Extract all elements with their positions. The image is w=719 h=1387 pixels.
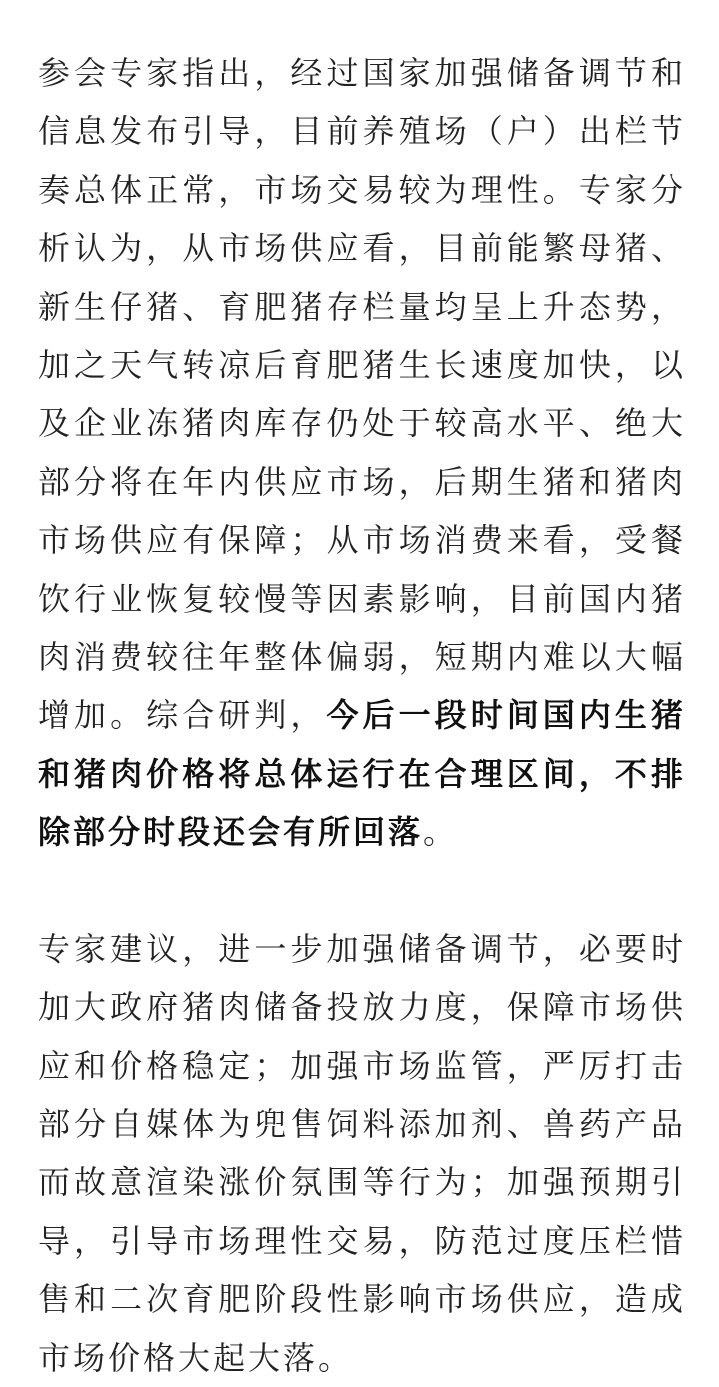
article-body xyxy=(38,44,686,1387)
analysis-period: 。 xyxy=(423,813,459,852)
paragraph-expert-suggestion xyxy=(38,920,686,1387)
analysis-text: 参会专家指出，经过国家加强储备调节和信息发布引导，目前养殖场（户）出栏节奏总体正常，市场交易较为理性。专家分析认为，从市场供应看，目前能繁母猪、新生仔猪、育肥猪存栏量均呈上升态势，加之天气转凉后育肥猪生长速度加快，以及企业冻猪肉库存仍处于较高水平、绝大部分将在年内供应市场，后期生猪和猪肉市场供应有保障；从市场消费来看，受餐饮行业恢复较慢等因素影响，目前国内猪肉消费较往年整体偏弱，短期内难以大幅增加。综合研判， xyxy=(38,54,686,735)
analysis-conclusion-bold: 今后一段时间国内生猪和猪肉价格将总体运行在合理区间，不排除部分时段还会有所回落 xyxy=(38,696,686,852)
paragraph-expert-analysis xyxy=(38,44,686,862)
suggestion-text: 专家建议，进一步加强储备调节，必要时加大政府猪肉储备投放力度，保障市场供应和价格稳定；加强市场监管，严厉打击部分自媒体为兜售饲料添加剂、兽药产品而故意渲染涨价氛围等行为；加强预期引导，引导市场理性交易，防范过度压栏惜售和二次育肥阶段性影响市场供应，造成市场价格大起大落。 xyxy=(38,929,686,1377)
